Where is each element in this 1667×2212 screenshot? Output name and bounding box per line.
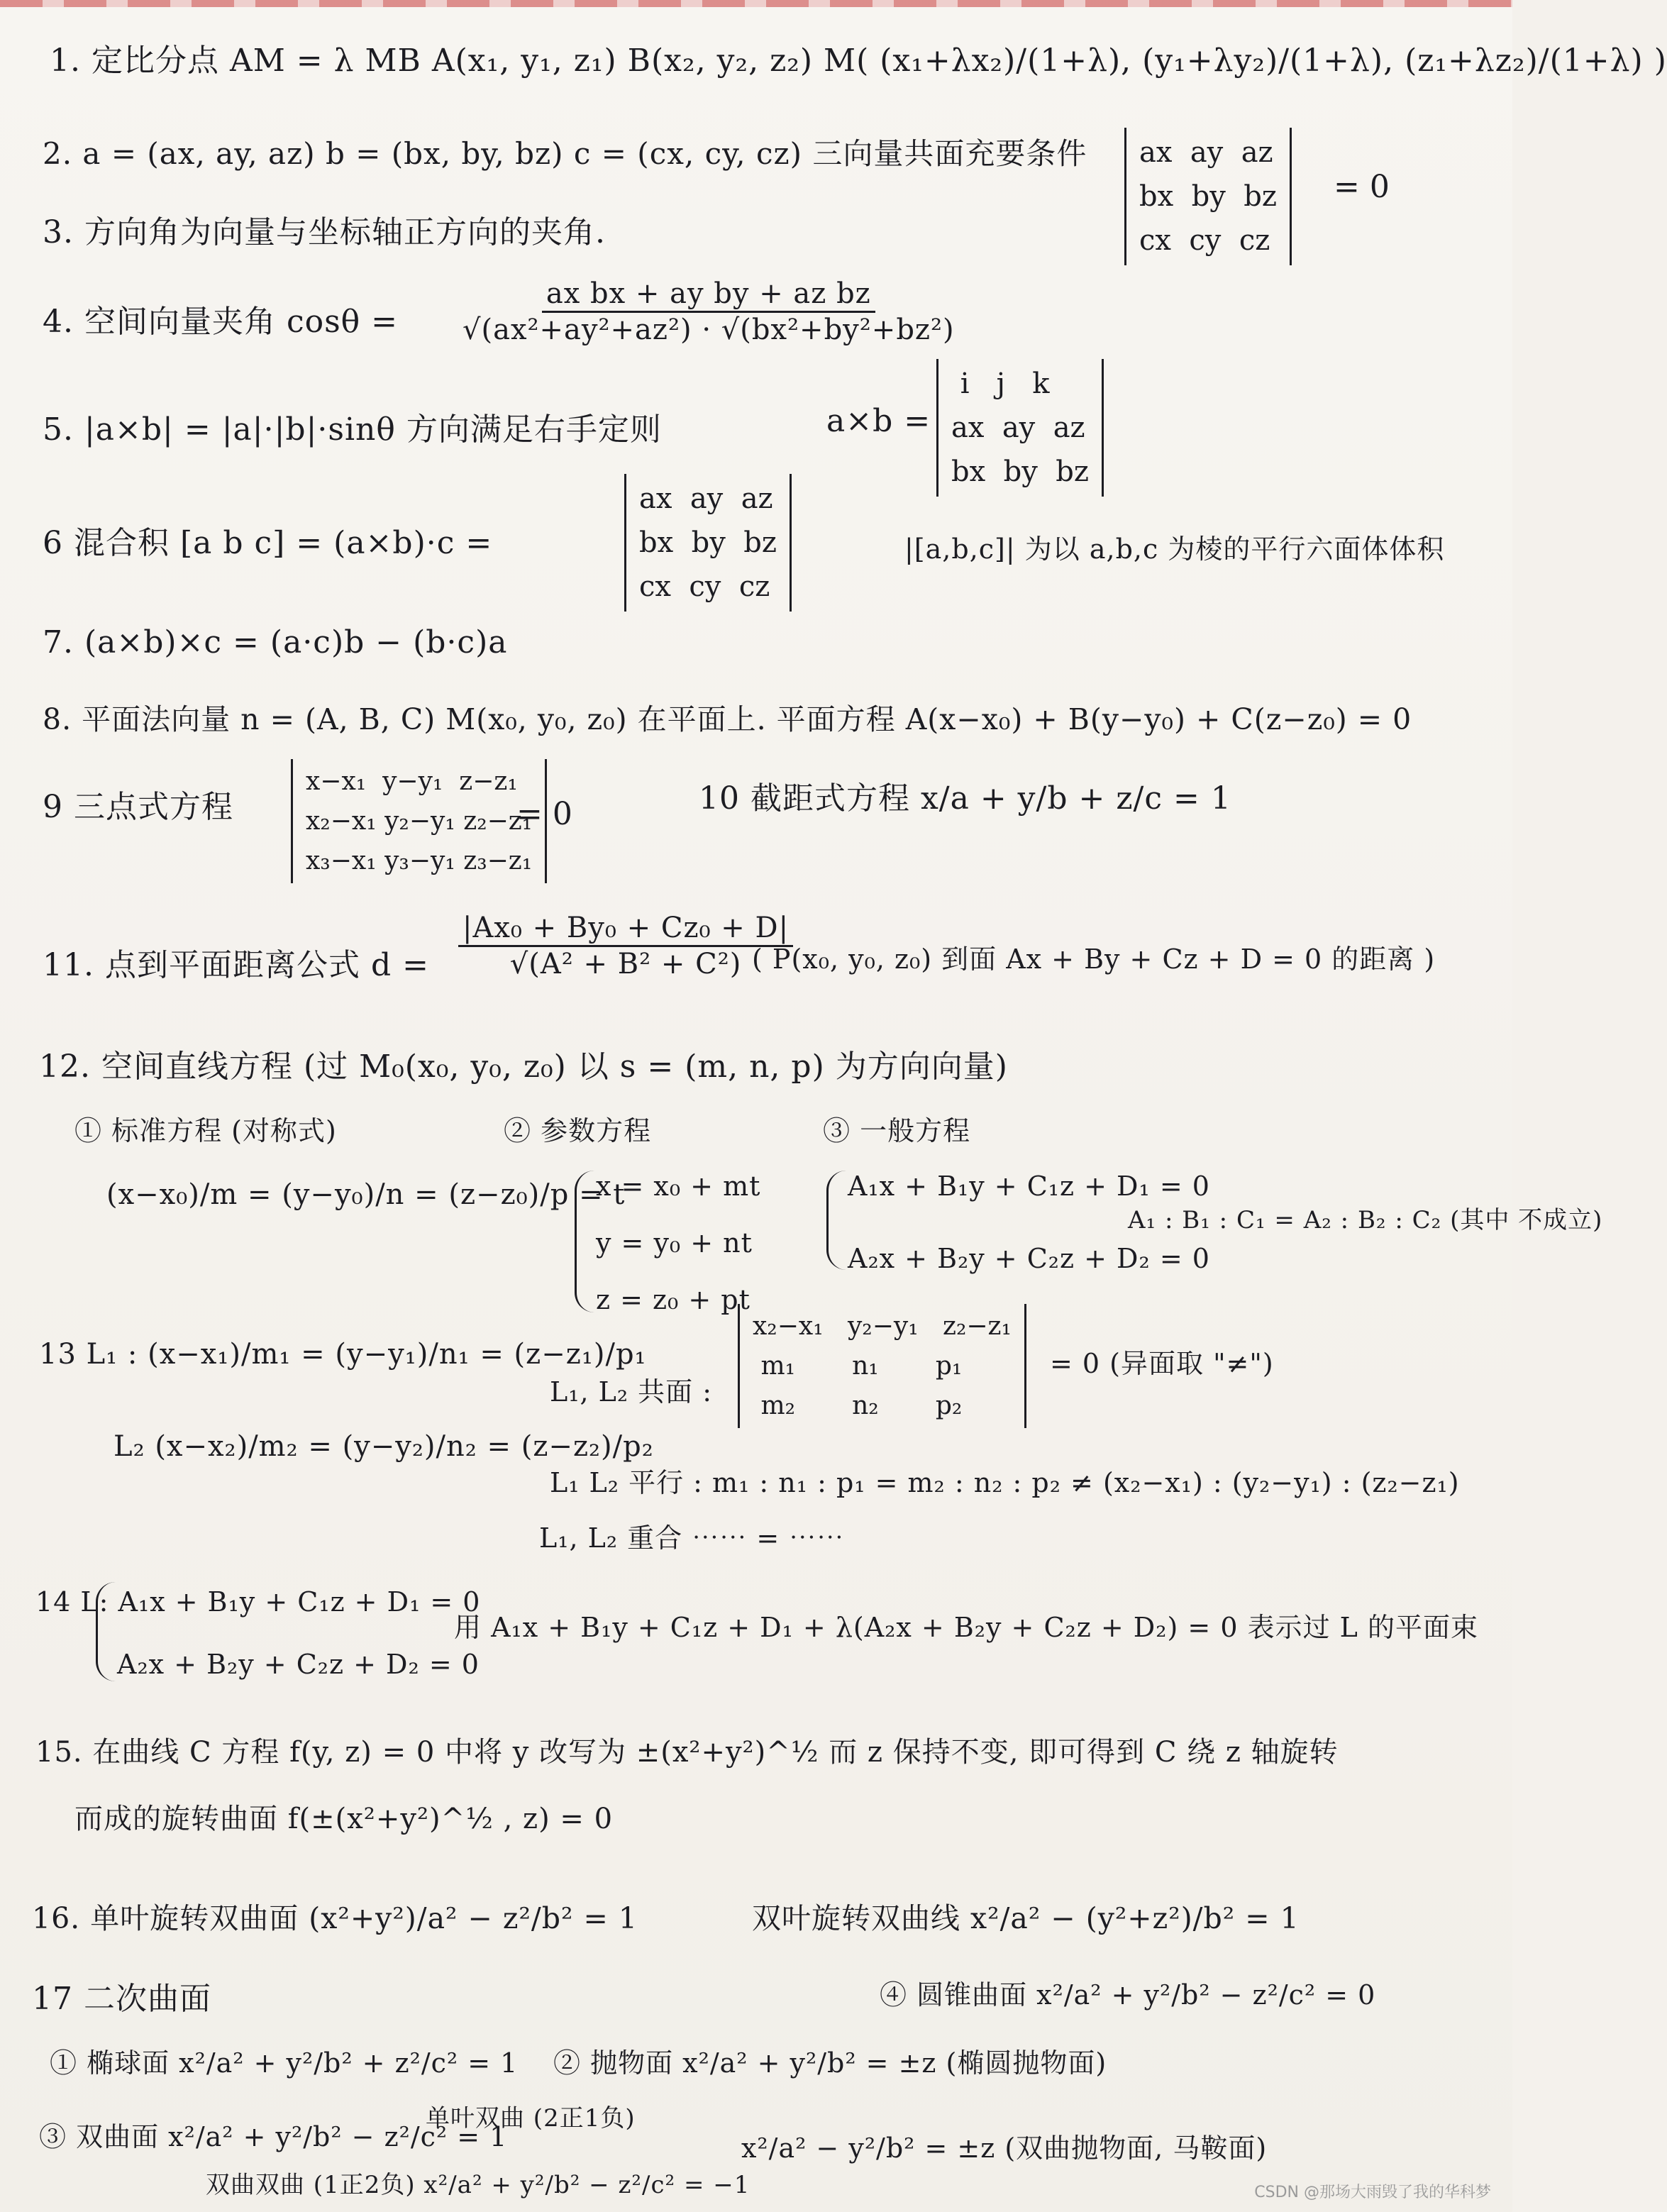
item-10-intercept-form: 10 截距式方程 x/a + y/b + z/c = 1 bbox=[699, 780, 1231, 817]
distance-note: ( P(x₀, y₀, z₀) 到面 Ax + By + Cz + D = 0 的距离 ) bbox=[752, 944, 1436, 975]
item-1-section-formula: 1. 定比分点 AM = λ MB A(x₁, y₁, z₁) B(x₂, y₂, z₂) M( (x₁+λx₂)/(1+λ), (y₁+λy₂)/(1+λ), (z₁+λz₂)/(1+λ) ) bbox=[50, 43, 1667, 79]
general-eq-2: A₂x + B₂y + C₂z + D₂ = 0 bbox=[848, 1243, 1210, 1274]
item-14-plane-2: A₂x + B₂y + C₂z + D₂ = 0 bbox=[117, 1649, 480, 1680]
item-16-one-sheet: 16. 单叶旋转双曲面 (x²+y²)/a² − z²/b² = 1 bbox=[32, 1901, 638, 1935]
item-7-triple-cross: 7. (a×b)×c = (a·c)b − (b·c)a bbox=[43, 624, 508, 660]
paper-edge bbox=[0, 0, 1512, 7]
ellipsoid: ① 椭球面 x²/a² + y²/b² + z²/c² = 1 bbox=[50, 2047, 519, 2079]
general-condition: A₁ : B₁ : C₁ = A₂ : B₂ : C₂ (其中 不成立) bbox=[1128, 1206, 1603, 1234]
distance-denominator: √(A² + B² + C²) bbox=[509, 948, 742, 980]
coplanar-lines-label: L₁, L₂ 共面 : bbox=[550, 1376, 713, 1408]
csdn-watermark: CSDN @那场大雨毁了我的华科梦 bbox=[1254, 2184, 1491, 2201]
coincide-condition: L₁, L₂ 重合 ⋯⋯ = ⋯⋯ bbox=[539, 1522, 845, 1554]
item-13-line-L2: L₂ (x−x₂)/m₂ = (y−y₂)/n₂ = (z−z₂)/p₂ bbox=[113, 1430, 654, 1463]
parametric-y: y = y₀ + nt bbox=[596, 1227, 753, 1259]
item-9-three-point: 9 三点式方程 bbox=[43, 789, 233, 825]
item-4-angle-label: 4. 空间向量夹角 cosθ = bbox=[43, 304, 399, 340]
angle-denominator: √(ax²+ay²+az²) · √(bx²+by²+bz²) bbox=[463, 314, 955, 346]
coplanar-equals-zero: = 0 bbox=[1334, 169, 1390, 205]
general-brace bbox=[826, 1171, 850, 1270]
lines-determinant: x₂−x₁ y₂−y₁ z₂−z₁ m₁ n₁ p₁ m₂ n₂ p₂ bbox=[738, 1304, 1026, 1428]
general-eq-1: A₁x + B₁y + C₁z + D₁ = 0 bbox=[848, 1171, 1210, 1202]
mixed-product-note: |[a,b,c]| 为以 a,b,c 为棱的平行六面体体积 bbox=[904, 533, 1445, 565]
cross-product-label: a×b = bbox=[826, 403, 931, 439]
hyperboloid: ③ 双曲面 x²/a² + y²/b² − z²/c² = 1 bbox=[39, 2121, 508, 2152]
item-13-line-L1: 13 L₁ : (x−x₁)/m₁ = (y−y₁)/n₁ = (z−z₁)/p₁ bbox=[39, 1338, 647, 1371]
item-15-rotation-rule: 15. 在曲线 C 方程 f(y, z) = 0 中将 y 改写为 ±(x²+y²)^½ 而 z 保持不变, 即可得到 C 绕 z 轴旋转 bbox=[35, 1736, 1339, 1769]
item-14-plane-1: 14 L: A₁x + B₁y + C₁z + D₁ = 0 bbox=[35, 1586, 481, 1617]
cross-product-determinant: i j k ax ay az bx by bz bbox=[936, 359, 1104, 497]
standard-form-equation: (x−x₀)/m = (y−y₀)/n = (z−z₀)/p = t bbox=[106, 1178, 626, 1211]
angle-numerator: ax bx + ay by + az bz bbox=[542, 277, 875, 313]
item-17-quadric-title: 17 二次曲面 bbox=[32, 1981, 211, 2017]
item-15-rotation-surface: 而成的旋转曲面 f(±(x²+y²)^½ , z) = 0 bbox=[74, 1803, 614, 1835]
item-6-mixed-product: 6 混合积 [a b c] = (a×b)·c = bbox=[43, 525, 493, 561]
item-2-coplanar-condition: 2. a = (ax, ay, az) b = (bx, by, bz) c = (cx, cy, cz) 三向量共面充要条件 bbox=[43, 136, 1087, 171]
item-11-distance-label: 11. 点到平面距离公式 d = bbox=[43, 947, 429, 983]
standard-form-title: ① 标准方程 (对称式) bbox=[74, 1115, 337, 1146]
parametric-form-title: ② 参数方程 bbox=[504, 1115, 652, 1146]
item-3-direction-angle: 3. 方向角为向量与坐标轴正方向的夹角. bbox=[43, 214, 606, 250]
skew-note: = 0 (异面取 "≠") bbox=[1050, 1348, 1274, 1379]
three-point-equals-zero: = 0 bbox=[516, 796, 572, 832]
item-12-line-equation: 12. 空间直线方程 (过 M₀(x₀, y₀, z₀) 以 s = (m, n, p) 为方向向量) bbox=[39, 1049, 1008, 1085]
plane-pencil-note: 用 A₁x + B₁y + C₁z + D₁ + λ(A₂x + B₂y + C₂z + D₂) = 0 表示过 L 的平面束 bbox=[454, 1612, 1478, 1643]
one-sheet-note: 单叶双曲 (2正1负) bbox=[426, 2104, 636, 2133]
three-point-determinant: x−x₁ y−y₁ z−z₁ x₂−x₁ y₂−y₁ z₂−z₁ x₃−x₁ y₃−y₁ z₃−z₁ bbox=[291, 759, 547, 883]
parametric-brace bbox=[575, 1171, 598, 1312]
mixed-product-determinant: ax ay az bx by bz cx cy cz bbox=[624, 474, 792, 612]
item-5-cross-magnitude: 5. |a×b| = |a|·|b|·sinθ 方向满足右手定则 bbox=[43, 411, 662, 448]
general-form-title: ③ 一般方程 bbox=[823, 1115, 971, 1146]
cone-surface: ④ 圆锥曲面 x²/a² + y²/b² − z²/c² = 0 bbox=[880, 1979, 1376, 2011]
item-16-two-sheet: 双叶旋转双曲线 x²/a² − (y²+z²)/b² = 1 bbox=[752, 1901, 1300, 1935]
coplanar-determinant: ax ay az bx by bz cx cy cz bbox=[1124, 128, 1292, 265]
item-11-fraction bbox=[454, 911, 797, 981]
item-4-fraction bbox=[454, 277, 963, 347]
hyperbolic-paraboloid: x²/a² − y²/b² = ±z (双曲抛物面, 马鞍面) bbox=[741, 2133, 1268, 2164]
distance-numerator: |Ax₀ + By₀ + Cz₀ + D| bbox=[458, 911, 793, 947]
paraboloid: ② 抛物面 x²/a² + y²/b² = ±z (椭圆抛物面) bbox=[553, 2047, 1107, 2079]
parametric-x: x = x₀ + mt bbox=[596, 1171, 761, 1202]
parametric-z: z = z₀ + pt bbox=[596, 1284, 751, 1315]
two-sheet-note: 双曲双曲 (1正2负) x²/a² + y²/b² − z²/c² = −1 bbox=[206, 2171, 751, 2199]
item-8-plane-equation: 8. 平面法向量 n = (A, B, C) M(x₀, y₀, z₀) 在平面上. 平面方程 A(x−x₀) + B(y−y₀) + C(z−z₀) = 0 bbox=[43, 702, 1412, 736]
parallel-condition: L₁ L₂ 平行 : m₁ : n₁ : p₁ = m₂ : n₂ : p₂ ≠ (x₂−x₁) : (y₂−y₁) : (z₂−z₁) bbox=[550, 1467, 1460, 1498]
